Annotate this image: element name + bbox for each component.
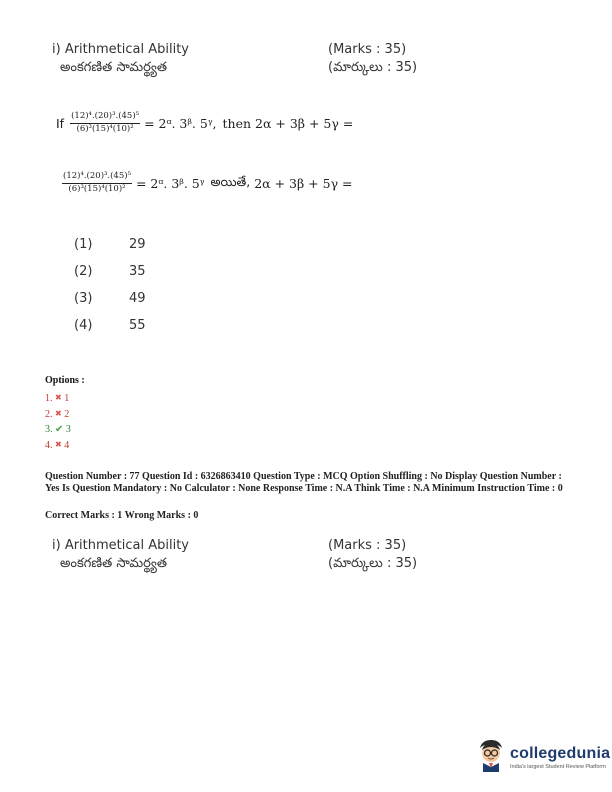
choice-value: 29 — [129, 237, 146, 252]
section-title-telugu: అంకగణిత సామర్థ్యత — [60, 556, 168, 571]
answer-choice — [74, 291, 146, 318]
answer-choices — [74, 237, 146, 345]
option-item — [45, 437, 71, 453]
section-marks: (Marks : 35) — [328, 42, 407, 57]
question-marks-info: Correct Marks : 1 Wrong Marks : 0 — [45, 510, 199, 521]
option-value: 1 — [64, 393, 70, 404]
question-then: then 2α + 3β + 5γ = — [222, 115, 354, 131]
option-index: 4. — [45, 440, 53, 451]
answer-choice — [74, 318, 146, 345]
student-mascot-icon — [476, 738, 506, 776]
option-value: 2 — [64, 409, 70, 420]
question-english — [56, 112, 353, 135]
choice-number: (2) — [74, 264, 93, 279]
options-list — [45, 390, 71, 453]
section-marks-telugu: (మార్కులు : 35) — [328, 556, 418, 571]
brand-logo — [476, 738, 610, 776]
section-title: i) Arithmetical Ability — [52, 42, 190, 57]
option-value: 4 — [64, 440, 70, 451]
answer-choice — [74, 237, 146, 264]
cross-icon: ✖ — [55, 393, 62, 402]
section-title: i) Arithmetical Ability — [52, 538, 190, 553]
answer-choice — [74, 264, 146, 291]
question-fraction — [70, 112, 140, 135]
option-item — [45, 390, 71, 406]
question-telugu — [62, 172, 353, 195]
choice-value: 49 — [129, 291, 146, 306]
question-equals: = 2ᵅ. 3ᵝ. 5ᵞ, — [144, 115, 217, 131]
option-index: 2. — [45, 409, 53, 420]
fraction-denominator-telugu: (6)³(15)⁴(10)² — [68, 183, 126, 194]
fraction-numerator-telugu: (12)⁴.(20)³.(45)⁵ — [62, 172, 132, 184]
brand-tagline: India's largest Student Review Platform — [510, 763, 606, 770]
choice-number: (3) — [74, 291, 93, 306]
option-index: 1. — [45, 393, 53, 404]
question-meta: Question Number : 77 Question Id : 6326863410 Question Type : MCQ Option Shuffling : No Display Question Number : Yes Is Question Mandatory : No Calculator : None Response Time : N.A Think Time : N.A Minimum Instruction Time : 0 — [45, 471, 563, 494]
question-equals-telugu: = 2ᵅ. 3ᵝ. 5ᵞ — [135, 175, 205, 191]
options-heading: Options : — [45, 375, 85, 386]
section-marks: (Marks : 35) — [328, 538, 407, 553]
question-word-telugu: అయితే, — [210, 173, 251, 189]
fraction-numerator: (12)⁴.(20)³.(45)⁵ — [70, 112, 140, 124]
option-item-correct — [45, 422, 71, 437]
choice-value: 55 — [129, 318, 146, 333]
cross-icon: ✖ — [55, 409, 62, 418]
section-title-telugu: అంకగణిత సామర్థ్యత — [60, 60, 168, 75]
check-icon: ✔ — [55, 424, 64, 435]
question-prefix: If — [56, 115, 65, 131]
choice-number: (1) — [74, 237, 93, 252]
option-value: 3 — [65, 424, 71, 435]
question-then-telugu: 2α + 3β + 5γ = — [254, 175, 353, 191]
cross-icon: ✖ — [55, 440, 62, 449]
option-index: 3. — [45, 424, 53, 435]
section-marks-telugu: (మార్కులు : 35) — [328, 60, 418, 75]
option-item — [45, 406, 71, 422]
brand-name: collegedunia — [510, 744, 611, 762]
question-fraction-telugu — [62, 172, 132, 195]
choice-value: 35 — [129, 264, 146, 279]
choice-number: (4) — [74, 318, 93, 333]
fraction-denominator: (6)³(15)⁴(10)² — [76, 123, 134, 134]
